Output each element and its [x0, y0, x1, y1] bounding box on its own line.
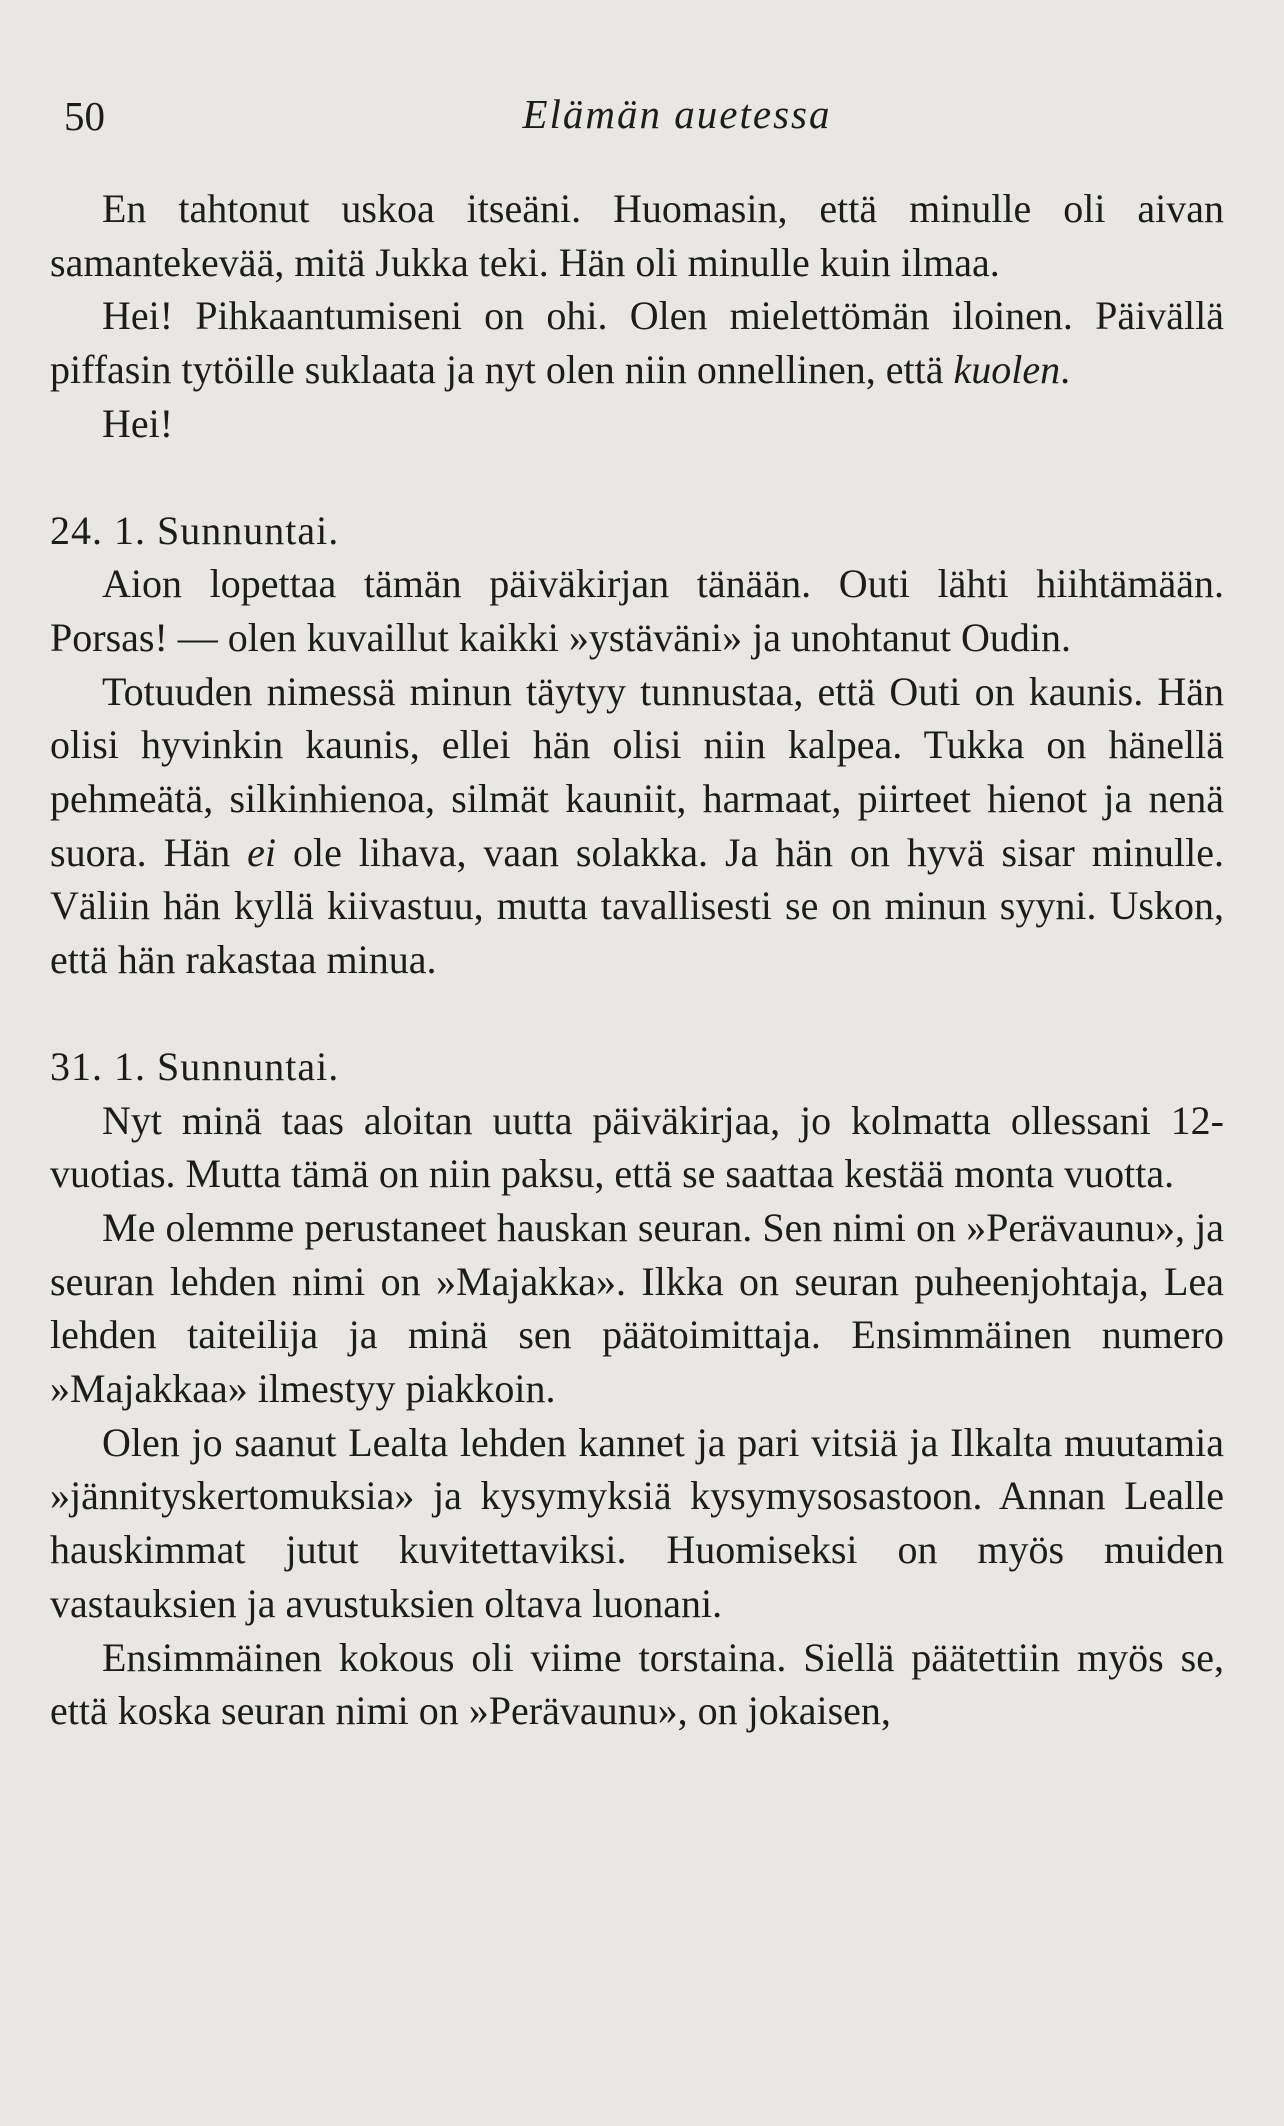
paragraph-5-text: Totuuden nimessä minun täytyy tunnustaa, että Outi on kaunis. Hän olisi hyvinkin kaunis, ellei hän olisi niin kalpea. Tukka on hänellä pehmeätä, silkinhienoa, silmät kauniit, harmaat, piirteet hienot ja nenä suora. Hän — [50, 668, 1224, 875]
entry-date-2: 31. 1. Sunnuntai. — [50, 1043, 340, 1089]
running-title: Elämän auetessa — [522, 91, 832, 137]
running-head — [50, 88, 1224, 139]
paragraph-2-text: Hei! Pihkaantumiseni on ohi. Olen mielettömän iloinen. Päivällä piffasin tytöille suklaata ja nyt olen niin onnellinen, että — [50, 293, 1224, 393]
paragraph-2 — [50, 289, 1224, 396]
body-text — [50, 182, 1224, 1738]
paragraph-5-italic: ei — [247, 829, 277, 875]
paragraph-2-italic: kuolen — [953, 347, 1061, 393]
paragraph-2-end: . — [1060, 347, 1071, 393]
entry-date-1: 24. 1. Sunnuntai. — [50, 507, 340, 553]
paragraph-5 — [50, 665, 1224, 987]
paragraph-6: Nyt minä taas aloitan uutta päiväkirjaa, jo kolmatta ollessani 12-vuotias. Mutta tämä on niin paksu, että se saattaa kestää monta vuotta. — [50, 1097, 1224, 1197]
paragraph-9: Ensimmäinen kokous oli viime torstaina. Siellä päätettiin myös se, että koska seuran nimi on »Perävaunu», on jokaisen, — [50, 1634, 1224, 1734]
paragraph-4: Aion lopettaa tämän päiväkirjan tänään. Outi lähti hiihtämään. Porsas! — olen kuvaillut kaikki »ystäväni» ja unohtanut Oudin. — [50, 561, 1224, 660]
page-number: 50 — [64, 93, 105, 139]
paragraph-1: En tahtonut uskoa itseäni. Huomasin, että minulle oli aivan samantekevää, mitä Jukka teki. Hän oli minulle kuin ilmaa. — [50, 186, 1224, 285]
paragraph-3: Hei! — [102, 400, 174, 446]
paragraph-7: Me olemme perustaneet hauskan seuran. Sen nimi on »Perävaunu», ja seuran lehden nimi on »Majakka». Ilkka on seuran puheenjohtaja, Lea lehden taiteilija ja minä sen päätoimittaja. Ensimmäinen numero »Majakkaa» ilmestyy piakkoin. — [50, 1204, 1224, 1412]
paragraph-5-end: ole lihava, vaan solakka. Ja hän on hyvä sisar minulle. Väliin hän kyllä kiivastuu, mutta tavallisesti se on minun syyni. Uskon, että hän rakastaa minua. — [50, 829, 1225, 983]
paragraph-8: Olen jo saanut Lealta lehden kannet ja pari vitsiä ja Ilkalta muutamia »jännityskertomuksia» ja kysymyksiä kysymysosastoon. Annan Lealle hauskimmat jutut kuvitettaviksi. Huomiseksi on myös muiden vastauksien ja avustuksien oltava luonani. — [50, 1419, 1224, 1626]
